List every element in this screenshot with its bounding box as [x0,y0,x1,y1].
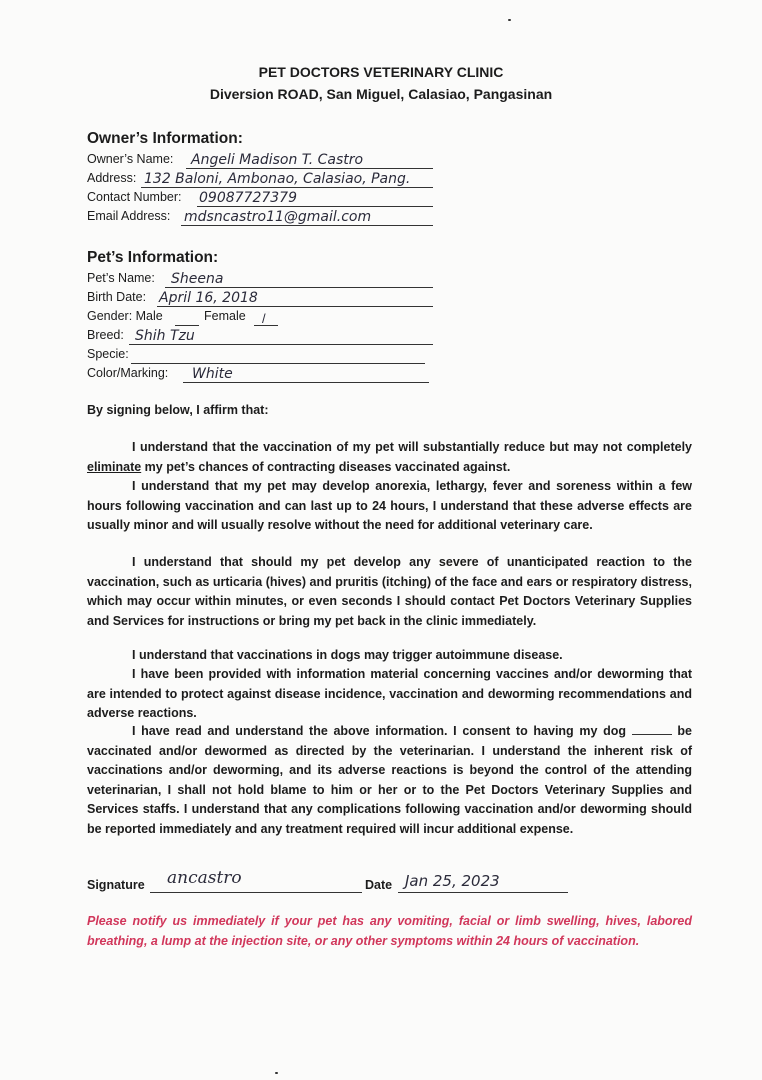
female-check-mark: / [262,311,266,326]
owner-address-line [141,187,433,188]
pet-color-field[interactable] [87,366,437,384]
clinic-address: Diversion ROAD, San Miguel, Calasiao, Pangasinan [209,86,553,102]
pet-breed-label: Breed: [87,328,124,342]
pet-name-label: Pet’s Name: [87,271,155,285]
female-blank[interactable] [254,325,278,326]
signature-label: Signature [87,878,145,892]
date-line[interactable] [398,892,568,893]
owner-email-label: Email Address: [87,209,171,223]
owner-contact-line [197,206,433,207]
pet-gender-male-label: Gender: Male [87,309,163,323]
pet-specie-field[interactable] [87,347,437,365]
affirm-p1-text-end: my pet’s chances of contracting diseases vaccinated against. [141,459,511,474]
dog-name-blank[interactable] [632,722,672,735]
pet-specie-line [131,363,425,364]
signature-line[interactable] [150,892,362,893]
owner-contact-label: Contact Number: [87,190,182,204]
owner-name-label: Owner’s Name: [87,152,174,166]
owner-email-line [181,225,433,226]
male-blank[interactable] [175,325,199,326]
affirm-paragraph-4: I understand that vaccinations in dogs may trigger autoimmune disease. [132,648,563,662]
owner-contact-field[interactable] [87,190,437,208]
pet-breed-field[interactable] [87,328,437,346]
owner-info-heading: Owner’s Information: [87,130,243,147]
owner-address-field[interactable] [87,171,437,189]
owner-name-line [186,168,433,169]
date-value: Jan 25, 2023 [405,872,500,890]
affirm-paragraph-1 [87,438,692,477]
affirm-paragraph-6 [87,722,692,839]
affirm-p6-text-end: be vaccinated and/or dewormed as directed by the veterinarian. I understand the inherent risk of vaccinations and/or deworming, and its adverse reactions is beyond the control of the attending veterinarian, I shall not hold blame to him or her or to the Pet Doctors Veterinary Supplies and Services staffs. I understand that any complications following vaccination and/or deworming should be reported immediately and any treatment required will incur additional expense. [87,724,692,836]
owner-email-value: mdsncastro11@gmail.com [184,209,372,225]
pet-gender-female-label: Female [204,309,246,323]
pet-birth-field[interactable] [87,290,437,308]
pet-specie-label: Specie: [87,347,129,361]
owner-contact-value: 09087727379 [199,190,297,206]
affirm-paragraph-3: I understand that should my pet develop any severe of unanticipated reaction to the vaccination, such as urticaria (hives) and pruritis (itching) of the face and ears or respiratory distress, which may occur within minutes, or even seconds I should contact Pet Doctors Veterinary Supplies and Services for instructions or bring my pet back in the clinic immediately. [87,555,692,628]
affirm-paragraph-5: I have been provided with information material concerning vaccines and/or deworming that are intended to protect against disease incidence, vaccination and deworming recommendations and adverse reactions. [87,667,692,720]
affirm-paragraph-2: I understand that my pet may develop anorexia, lethargy, fever and soreness within a few hours following vaccination and can last up to 24 hours, I understand that these adverse effects are usually minor and will usually resolve without the need for additional veterinary care. [87,479,692,532]
scan-speck [508,19,511,21]
pet-name-line [165,287,433,288]
pet-gender-field[interactable] [87,309,317,327]
affirm-intro: By signing below, I affirm that: [87,403,269,417]
scan-speck [275,1072,278,1074]
owner-name-value: Angeli Madison T. Castro [191,152,364,168]
pet-color-value: White [192,366,233,382]
pet-color-label: Color/Marking: [87,366,169,380]
signature-row [87,868,707,896]
pet-name-value: Sheena [171,271,224,287]
date-label: Date [365,878,393,892]
affirm-p1-text: I understand that the vaccination of my pet will substantially reduce but may not completely [132,440,692,454]
post-vaccination-notice: Please notify us immediately if your pet has any vomiting, facial or limb swelling, hives, labored breathing, a lump at the injection site, or any other symptoms within 24 hours of vaccination. [87,914,692,948]
pet-breed-value: Shih Tzu [135,328,195,344]
owner-name-field[interactable] [87,152,437,170]
affirm-p1-underlined: eliminate [87,459,142,474]
affirm-p6-text: I have read and understand the above information. I consent to having my dog [132,724,627,738]
signature-value: ancastro [167,868,242,888]
owner-address-value: 132 Baloni, Ambonao, Calasiao, Pang. [144,171,411,187]
clinic-name: PET DOCTORS VETERINARY CLINIC [258,64,504,80]
pet-breed-line [129,344,433,345]
pet-name-field[interactable] [87,271,437,289]
pet-birth-line [157,306,433,307]
pet-color-line [183,382,429,383]
pet-birth-value: April 16, 2018 [159,290,258,306]
owner-address-label: Address: [87,171,137,185]
pet-info-heading: Pet’s Information: [87,249,219,266]
owner-email-field[interactable] [87,209,437,227]
pet-birth-label: Birth Date: [87,290,147,304]
